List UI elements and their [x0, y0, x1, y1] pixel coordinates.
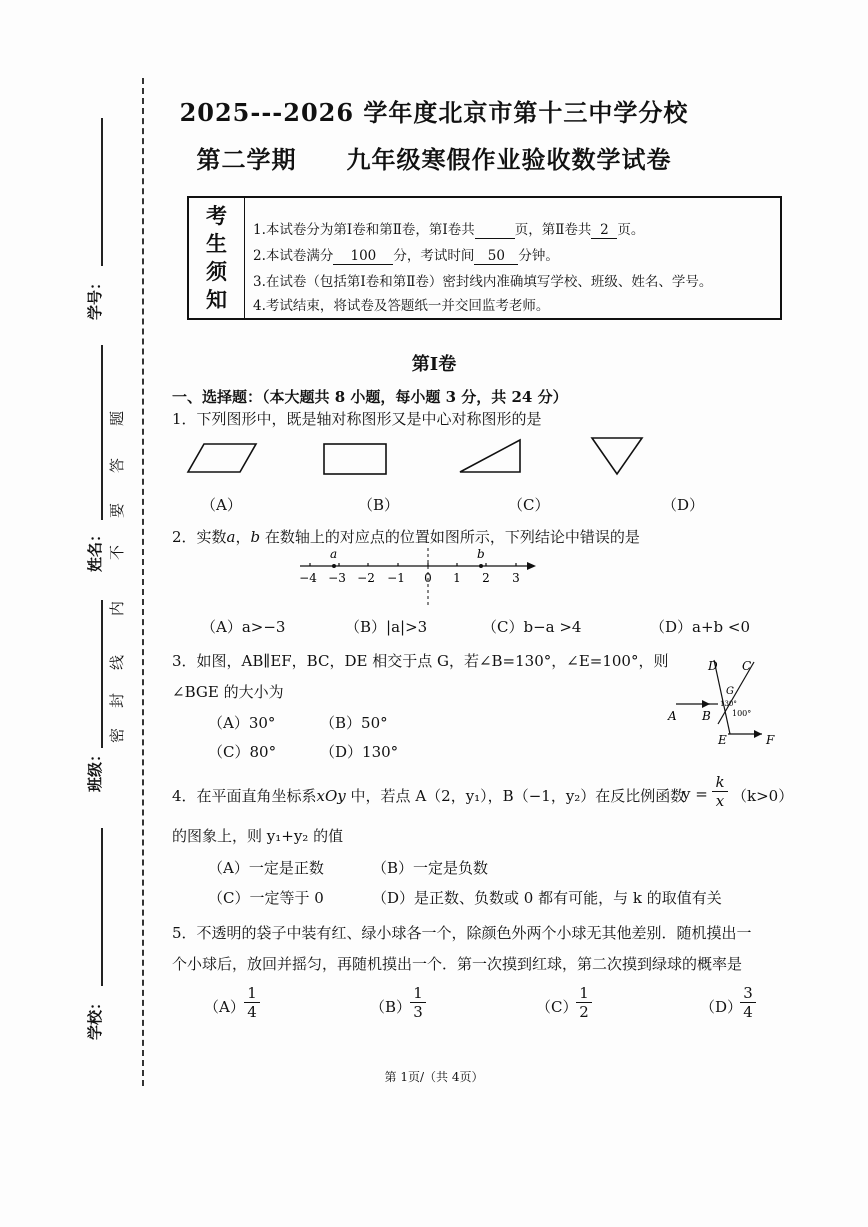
notice-text: 页，第Ⅱ卷共 — [514, 222, 592, 238]
label-b: B — [702, 709, 711, 723]
q2-number-line — [296, 546, 546, 608]
q4-var-xoy: xOy — [316, 787, 346, 805]
q2-option-c[interactable]: （C）b−a >4 — [482, 618, 582, 636]
notice-line-1 — [253, 218, 644, 239]
class-rule — [101, 600, 103, 748]
tick-label: −1 — [387, 571, 405, 585]
parallelogram-shape — [188, 444, 256, 472]
seal-char: 题 — [108, 410, 127, 427]
notice-line-4: 4.考试结束，将试卷及答题纸一并交回监考老师。 — [253, 298, 550, 314]
notice-text: 1.本试卷分为第Ⅰ卷和第Ⅱ卷，第Ⅰ卷共 — [253, 222, 475, 238]
angle-b-label: 130° — [720, 700, 737, 708]
frac-numerator: 3 — [740, 985, 756, 1003]
q5-option-b[interactable] — [370, 996, 411, 1017]
q4-stem-line2: 的图象上，则 y₁+y₂ 的值 — [172, 827, 344, 845]
q2-option-a[interactable]: （A）a>−3 — [201, 618, 286, 636]
point-a-label: a — [330, 547, 338, 561]
q4-condition: （k>0） — [732, 787, 794, 805]
notice-heading-char: 知 — [206, 287, 227, 312]
q3-option-b[interactable]: （B）50° — [320, 714, 388, 732]
seal-char: 不 — [108, 544, 127, 561]
q5-option-c-fraction — [576, 985, 592, 1021]
page-footer: 第 1页/（共 4页） — [384, 1070, 484, 1084]
right-triangle-shape — [460, 440, 520, 472]
frac-numerator: k — [712, 774, 728, 792]
q2-var-a: a — [226, 528, 236, 546]
q4-fraction — [712, 774, 728, 810]
q4-stem-text: 中，若点 A（2，y₁），B（−1，y₂）在反比例函数 — [345, 787, 686, 805]
q4-option-a[interactable]: （A）一定是正数 — [208, 859, 324, 877]
q1-option-c[interactable]: （C） — [508, 496, 550, 514]
full-score-value: 100 — [333, 248, 393, 265]
rectangle-shape — [324, 444, 386, 474]
q1-option-a[interactable]: （A） — [201, 496, 242, 514]
label-e: E — [718, 733, 727, 746]
q5-option-b-fraction — [410, 985, 426, 1021]
q1-option-d[interactable]: （D） — [662, 496, 705, 514]
seal-char: 内 — [108, 600, 127, 617]
blank-pages-1 — [475, 222, 515, 239]
frac-numerator: 1 — [244, 985, 260, 1003]
angle-e-label: 100° — [732, 709, 752, 718]
exam-time-value: 50 — [474, 248, 518, 265]
label-a: A — [668, 709, 677, 723]
q2-stem-text: 在数轴上的对应点的位置如图所示，下列结论中错误的是 — [260, 528, 640, 546]
q3-figure — [662, 654, 792, 746]
notice-line-2 — [253, 244, 559, 265]
notice-heading-char: 考 — [206, 203, 227, 228]
q4-stem-text: 4．在平面直角坐标系 — [172, 787, 317, 805]
label-f: F — [766, 733, 775, 746]
notice-line-3: 3.在试卷（包括第Ⅰ卷和第Ⅱ卷）密封线内准确填写学校、班级、姓名、学号。 — [253, 274, 713, 290]
frac-denominator: 4 — [743, 1003, 753, 1021]
q2-stem-text: 2．实数 — [172, 528, 227, 546]
frac-numerator: 1 — [410, 985, 426, 1003]
q5-stem-line2: 个小球后，放回并摇匀，再随机摸出一个．第一次摸到红球，第二次摸到绿球的概率是 — [172, 955, 743, 973]
q2-stem — [172, 526, 640, 547]
q2-option-d[interactable]: （D）a+b <0 — [650, 618, 751, 636]
school-rule — [101, 828, 103, 986]
point-b-marker — [479, 564, 483, 568]
q5-option-d[interactable] — [700, 996, 742, 1017]
notice-text: 页。 — [617, 222, 645, 238]
q3-option-d[interactable]: （D）130° — [320, 743, 399, 761]
notice-heading-char: 须 — [206, 259, 227, 284]
tick-label: 1 — [453, 571, 461, 585]
q1-shapes — [180, 436, 740, 482]
q4-option-c[interactable]: （C）一定等于 0 — [208, 889, 324, 907]
class-label: 班级： — [86, 746, 104, 792]
q5-option-a[interactable] — [204, 996, 245, 1017]
tick-label: −2 — [357, 571, 375, 585]
point-b-label: b — [477, 547, 485, 561]
part1-heading: 一、选择题：（本大题共 8 小题，每小题 3 分，共 24 分） — [172, 388, 568, 406]
notice-heading — [189, 198, 245, 318]
seal-char: 线 — [108, 654, 127, 671]
exam-title-line1: 2025---2026 学年度北京市第十三中学分校 — [179, 98, 689, 127]
seal-dashed-line — [142, 78, 144, 1086]
q4-stem-line1 — [172, 785, 685, 806]
equilateral-triangle-shape — [592, 438, 642, 474]
exam-title-line2: 第二学期 九年级寒假作业验收数学试卷 — [196, 145, 672, 174]
label-g: G — [726, 686, 734, 697]
q2-var-b: b — [250, 528, 261, 546]
notice-text: 分钟。 — [518, 248, 559, 264]
q4-option-d[interactable]: （D）是正数、负数或 0 都有可能，与 k 的取值有关 — [372, 889, 722, 907]
label-d: D — [708, 659, 718, 673]
q3-stem-line1: 3．如图，AB∥EF，BC，DE 相交于点 G，若∠B=130°，∠E=100°，则 — [172, 652, 669, 670]
notice-text: 2.本试卷满分 — [253, 248, 334, 264]
q4-option-b[interactable]: （B）一定是负数 — [372, 859, 489, 877]
frac-denominator: 4 — [247, 1003, 257, 1021]
q4-func-lhs: y = — [682, 785, 708, 803]
frac-denominator: 2 — [579, 1003, 589, 1021]
arrow-right-icon — [754, 730, 762, 738]
q1-stem: 1．下列图形中，既是轴对称图形又是中心对称图形的是 — [172, 410, 542, 428]
q5-stem-line1: 5．不透明的袋子中装有红、绿小球各一个，除颜色外两个小球无其他差别．随机摸出一 — [172, 924, 752, 942]
q2-stem-text: ， — [235, 528, 251, 546]
frac-numerator: 1 — [576, 985, 592, 1003]
notice-text: 分，考试时间 — [393, 248, 475, 264]
arrow-right-icon — [527, 562, 536, 570]
q3-stem-line2: ∠BGE 的大小为 — [172, 683, 284, 701]
section-title: 第Ⅰ卷 — [411, 354, 457, 375]
seal-char: 封 — [108, 692, 127, 709]
q5-option-label: （D） — [700, 998, 743, 1016]
notice-heading-char: 生 — [206, 231, 227, 256]
q3-option-c[interactable]: （C）80° — [208, 743, 277, 761]
exam-notice-box — [187, 196, 782, 320]
name-label: 姓名： — [86, 526, 104, 572]
tick-label: 2 — [482, 571, 490, 585]
tick-label: 3 — [512, 571, 520, 585]
seal-char: 密 — [108, 727, 127, 744]
q3-option-a[interactable]: （A）30° — [208, 714, 276, 732]
q5-option-label: （A） — [204, 998, 245, 1016]
tick-label: 0 — [424, 571, 432, 585]
q5-option-label: （C） — [536, 998, 578, 1016]
tick-label: −3 — [328, 571, 346, 585]
frac-denominator: x — [715, 792, 725, 810]
q5-option-label: （B） — [370, 998, 412, 1016]
seal-char: 要 — [108, 502, 127, 519]
frac-denominator: 3 — [413, 1003, 423, 1021]
school-label: 学校： — [86, 994, 104, 1040]
q5-option-a-fraction — [244, 985, 260, 1021]
pages-2-value: 2 — [591, 222, 617, 239]
q5-option-c[interactable] — [536, 996, 577, 1017]
seal-char: 答 — [108, 457, 127, 474]
student-id-label: 学号： — [86, 274, 104, 320]
q1-option-b[interactable]: （B） — [358, 496, 400, 514]
tick-label: −4 — [299, 571, 317, 585]
q5-option-d-fraction — [740, 985, 756, 1021]
q2-option-b[interactable]: （B）|a|>3 — [345, 618, 428, 636]
label-c: C — [742, 659, 752, 673]
point-a-marker — [332, 564, 336, 568]
